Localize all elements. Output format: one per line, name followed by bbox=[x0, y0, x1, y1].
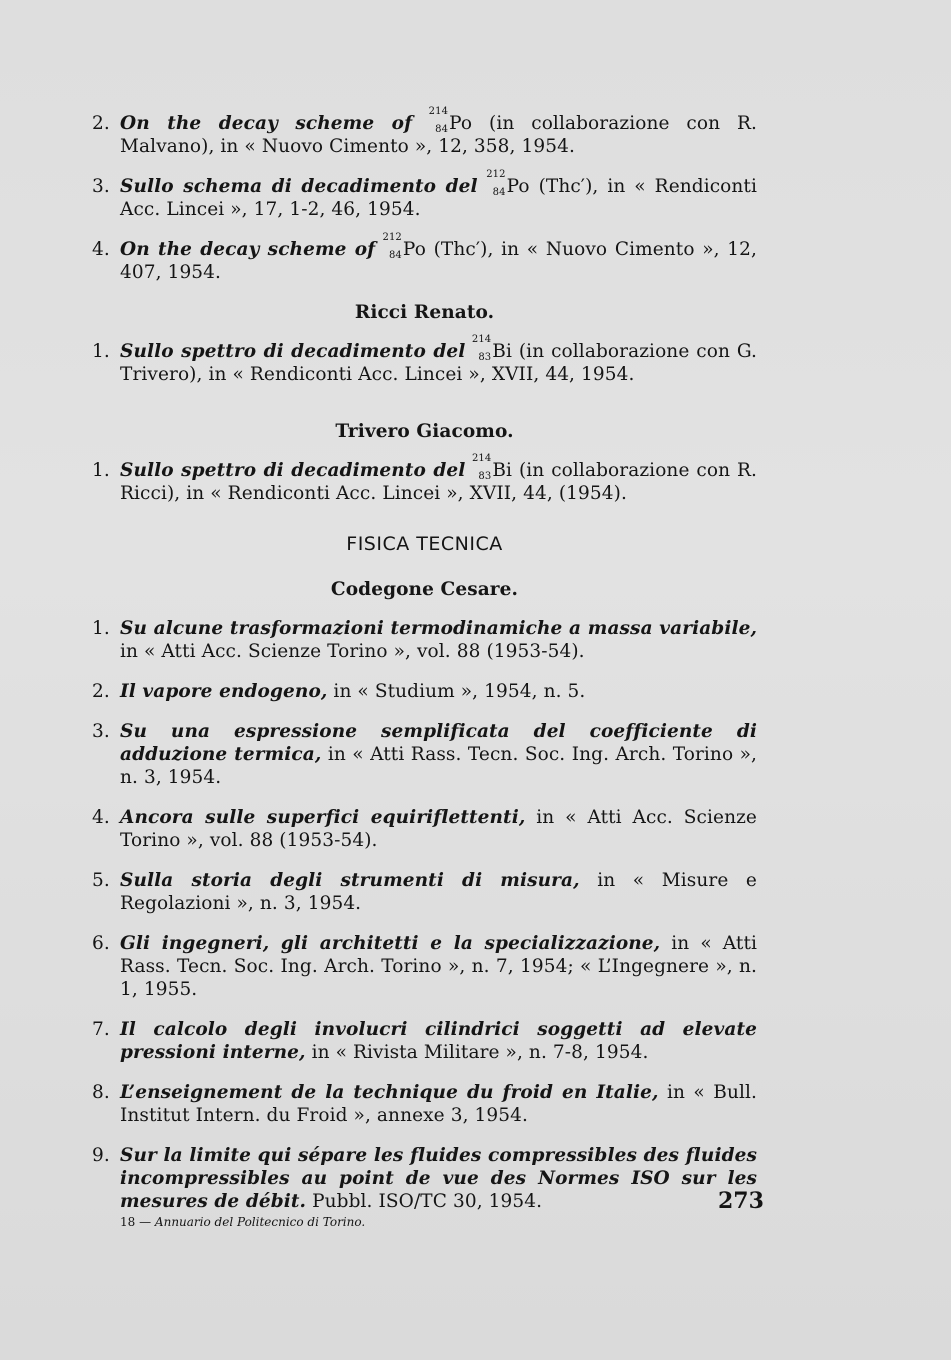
entry-number: 8. bbox=[92, 1082, 110, 1103]
nuclide-notation bbox=[382, 232, 403, 261]
entry-citation: (Thc′), in « Nuovo Cimento », 12, 407, 1954. bbox=[120, 239, 757, 283]
element-symbol: Bi bbox=[492, 341, 512, 362]
entry-title: Su alcune trasformazioni termodinamiche a massa variabile, bbox=[120, 618, 757, 639]
list-item bbox=[92, 869, 757, 915]
list-item bbox=[92, 453, 758, 505]
running-footer bbox=[120, 1215, 365, 1229]
nuclide-notation bbox=[471, 453, 492, 482]
atomic-number: 83 bbox=[478, 471, 492, 482]
list-item bbox=[92, 932, 757, 1001]
author-heading: Ricci Renato. bbox=[354, 302, 495, 323]
entry-title: Gli ingegneri, gli architetti e la specializzazione, bbox=[120, 933, 661, 954]
entry-citation: in « Atti Rass. Tecn. Soc. Ing. Arch. Torino », n. 7, 1954; « L’Ingegnere », n. 1, 1955. bbox=[120, 933, 757, 1000]
entry-title: Sulla storia degli strumenti di misura, bbox=[120, 870, 580, 891]
entry-citation: in « Atti Acc. Scienze Torino », vol. 88 (1953-54). bbox=[120, 807, 757, 851]
list-item bbox=[92, 1081, 757, 1127]
entry-title: Ancora sulle superfici equiriflettenti, bbox=[120, 807, 526, 828]
entry-title: On the decay scheme of bbox=[120, 113, 413, 134]
mass-number: 212 bbox=[382, 232, 402, 243]
entry-title: Il vapore endogeno, bbox=[120, 681, 328, 702]
entry-title: Su una espressione semplificata del coefficiente di adduzione termica, bbox=[120, 721, 757, 765]
author-heading: Codegone Cesare. bbox=[330, 579, 519, 600]
page-number: 273 bbox=[718, 1188, 764, 1214]
element-symbol: Po bbox=[449, 113, 473, 134]
atomic-number: 84 bbox=[388, 250, 402, 261]
entry-title: Sullo schema di decadimento del bbox=[120, 176, 478, 197]
mass-number: 214 bbox=[471, 453, 492, 464]
mass-number: 214 bbox=[471, 334, 492, 345]
atomic-number: 84 bbox=[492, 187, 506, 198]
entry-citation: in « Rivista Militare », n. 7-8, 1954. bbox=[311, 1042, 649, 1063]
list-item bbox=[92, 617, 757, 663]
entry-number: 4. bbox=[92, 239, 110, 260]
section-heading: FISICA TECNICA bbox=[346, 533, 503, 555]
list-item bbox=[92, 720, 757, 789]
mass-number: 214 bbox=[428, 106, 449, 117]
entry-number: 2. bbox=[92, 113, 110, 134]
entry-title: Il calcolo degli involucri cilindrici soggetti ad elevate pressioni interne, bbox=[120, 1019, 757, 1063]
list-item bbox=[92, 1018, 757, 1064]
entry-citation: (in collaborazione con G. Trivero), in « Rendiconti Acc. Lincei », XVII, 44, 1954. bbox=[120, 341, 758, 385]
list-item bbox=[92, 334, 758, 386]
nuclide-notation bbox=[471, 334, 492, 363]
list-item bbox=[92, 1144, 757, 1213]
document-body bbox=[92, 106, 758, 1230]
entry-title: L’enseignement de la technique du froid en Italie, bbox=[120, 1082, 659, 1103]
entry-number: 1. bbox=[92, 618, 110, 639]
entry-citation: in « Bull. Institut Intern. du Froid », annexe 3, 1954. bbox=[120, 1082, 757, 1126]
author-heading: Trivero Giacomo. bbox=[335, 421, 514, 442]
entry-number: 3. bbox=[92, 176, 110, 197]
list-item bbox=[92, 232, 757, 284]
atomic-number: 84 bbox=[435, 124, 449, 135]
element-symbol: Po bbox=[506, 176, 530, 197]
entry-number: 1. bbox=[92, 460, 110, 481]
entry-citation: (Thc′), in « Rendiconti Acc. Lincei », 17, 1-2, 46, 1954. bbox=[120, 176, 757, 220]
entry-title: Sullo spettro di decadimento del bbox=[120, 341, 466, 362]
entry-citation: in « Studium », 1954, n. 5. bbox=[333, 681, 586, 702]
entry-number: 3. bbox=[92, 721, 110, 742]
atomic-number: 83 bbox=[478, 352, 492, 363]
entry-title: On the decay scheme of bbox=[120, 239, 376, 260]
nuclide-notation bbox=[428, 106, 449, 135]
entry-number: 1. bbox=[92, 341, 110, 362]
sheet-number: 18 — bbox=[120, 1215, 152, 1229]
mass-number: 212 bbox=[486, 169, 506, 180]
entry-number: 2. bbox=[92, 681, 110, 702]
entry-number: 9. bbox=[92, 1145, 110, 1166]
entry-citation: in « Atti Rass. Tecn. Soc. Ing. Arch. Torino », n. 3, 1954. bbox=[120, 744, 757, 788]
entry-number: 6. bbox=[92, 933, 110, 954]
entry-citation: in « Misure e Regolazioni », n. 3, 1954. bbox=[120, 870, 757, 914]
entry-citation: Pubbl. ISO/TC 30, 1954. bbox=[312, 1191, 543, 1212]
entry-number: 5. bbox=[92, 870, 110, 891]
list-item bbox=[92, 806, 757, 852]
footer-title: Annuario del Politecnico di Torino. bbox=[154, 1215, 366, 1229]
list-item bbox=[92, 680, 757, 703]
nuclide-notation bbox=[486, 169, 507, 198]
entry-title: Sullo spettro di decadimento del bbox=[120, 460, 466, 481]
element-symbol: Bi bbox=[492, 460, 513, 481]
entry-title: Sur la limite qui sépare les fluides compressibles des fluides incompressibles au point de vue des Normes ISO sur les mesures de débit. bbox=[120, 1145, 757, 1212]
entry-number: 7. bbox=[92, 1019, 110, 1040]
entry-number: 4. bbox=[92, 807, 110, 828]
list-item bbox=[92, 169, 757, 221]
entry-citation: (in collaborazione con R. Malvano), in « Nuovo Cimento », 12, 358, 1954. bbox=[120, 113, 758, 157]
list-item bbox=[92, 106, 758, 158]
entry-citation: in « Atti Acc. Scienze Torino », vol. 88 (1953-54). bbox=[120, 641, 585, 662]
element-symbol: Po bbox=[402, 239, 426, 260]
entry-citation: (in collaborazione con R. Ricci), in « Rendiconti Acc. Lincei », XVII, 44, (1954). bbox=[120, 460, 758, 504]
